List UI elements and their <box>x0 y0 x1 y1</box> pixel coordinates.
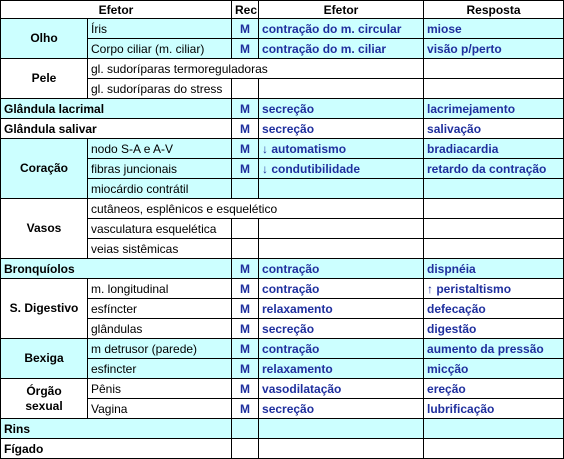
effect-cell <box>259 419 424 439</box>
response-cell: lubrificação <box>424 399 564 419</box>
table-row <box>1 119 564 139</box>
effect-cell: ↓ automatismo <box>259 139 424 159</box>
table-row <box>1 259 564 279</box>
effect-cell: secreção <box>259 319 424 339</box>
receptor-cell: M <box>232 139 259 159</box>
receptor-cell: M <box>232 39 259 59</box>
response-cell: dispnéia <box>424 259 564 279</box>
part-cell: Corpo ciliar (m. ciliar) <box>88 39 232 59</box>
part-cell: veias sistêmicas <box>88 239 232 259</box>
receptor-cell <box>232 439 259 459</box>
part-cell: m detrusor (parede) <box>88 339 232 359</box>
response-cell: defecação <box>424 299 564 319</box>
effect-cell: relaxamento <box>259 299 424 319</box>
response-cell: aumento da pressão <box>424 339 564 359</box>
response-cell <box>424 219 564 239</box>
part-cell: esfíncter <box>88 299 232 319</box>
organ-rins: Rins <box>1 419 232 439</box>
response-cell: ereção <box>424 379 564 399</box>
organ-pele: Pele <box>1 59 88 99</box>
part-cell: Vagina <box>88 399 232 419</box>
effect-cell: contração <box>259 279 424 299</box>
receptor-cell: M <box>232 319 259 339</box>
table-row <box>1 439 564 459</box>
effect-cell: ↓ condutibilidade <box>259 159 424 179</box>
part-cell: fibras juncionais <box>88 159 232 179</box>
response-cell: bradiacardia <box>424 139 564 159</box>
part-cell: glândulas <box>88 319 232 339</box>
organ-vasos: Vasos <box>1 199 88 259</box>
response-cell <box>424 199 564 219</box>
table-row <box>1 139 564 159</box>
header-row <box>1 1 564 19</box>
effect-cell: contração do m. ciliar <box>259 39 424 59</box>
effect-cell: secreção <box>259 399 424 419</box>
part-cell: esfincter <box>88 359 232 379</box>
receptor-cell <box>232 179 259 199</box>
response-cell <box>424 59 564 79</box>
part-cell: nodo S-A e A-V <box>88 139 232 159</box>
table-row <box>1 339 564 359</box>
receptor-cell: M <box>232 119 259 139</box>
effect-cell: vasodilatação <box>259 379 424 399</box>
response-cell: miose <box>424 19 564 39</box>
header-efetor: Efetor <box>1 1 232 19</box>
table-row <box>1 379 564 399</box>
effect-cell <box>259 239 424 259</box>
response-cell: ↑ peristaltismo <box>424 279 564 299</box>
receptor-cell: M <box>232 159 259 179</box>
organ-coracao: Coração <box>1 139 88 199</box>
receptor-cell <box>232 79 259 99</box>
response-cell: micção <box>424 359 564 379</box>
table-row <box>1 419 564 439</box>
effect-cell <box>259 179 424 199</box>
organ-label-line2: sexual <box>25 398 63 413</box>
part-cell: gl. sudoríparas termoreguladoras <box>88 59 424 79</box>
organ-sistema-digestivo: S. Digestivo <box>1 279 88 339</box>
effect-cell: secreção <box>259 119 424 139</box>
receptor-cell: M <box>232 399 259 419</box>
organ-glandula-lacrimal: Glândula lacrimal <box>1 99 232 119</box>
response-cell <box>424 179 564 199</box>
receptor-cell: M <box>232 259 259 279</box>
response-cell <box>424 79 564 99</box>
header-resposta: Resposta <box>424 1 564 19</box>
header-rec: Rec <box>232 1 259 19</box>
table-row <box>1 19 564 39</box>
part-cell: cutâneos, esplênicos e esquelético <box>88 199 424 219</box>
organ-bexiga: Bexiga <box>1 339 88 379</box>
effect-cell <box>259 439 424 459</box>
response-cell <box>424 439 564 459</box>
part-cell: Íris <box>88 19 232 39</box>
response-cell <box>424 239 564 259</box>
receptor-cell: M <box>232 99 259 119</box>
receptor-cell: M <box>232 299 259 319</box>
response-cell: salivação <box>424 119 564 139</box>
receptor-cell <box>232 239 259 259</box>
table-row <box>1 279 564 299</box>
part-cell: vasculatura esquelética <box>88 219 232 239</box>
organ-bronquiolos: Bronquíolos <box>1 259 232 279</box>
table-row <box>1 59 564 79</box>
part-cell: m. longitudinal <box>88 279 232 299</box>
effect-cell: contração <box>259 339 424 359</box>
effect-cell: relaxamento <box>259 359 424 379</box>
receptor-cell: M <box>232 379 259 399</box>
organ-orgao-sexual <box>1 379 88 419</box>
part-cell: gl. sudoríparas do stress <box>88 79 232 99</box>
organ-label-line1: Órgão <box>26 383 62 398</box>
receptor-cell: M <box>232 279 259 299</box>
effect-cell <box>259 79 424 99</box>
table-row <box>1 99 564 119</box>
response-cell: retardo da contração <box>424 159 564 179</box>
part-cell: miocárdio contrátil <box>88 179 232 199</box>
table-row <box>1 199 564 219</box>
header-efetor-response: Efetor <box>259 1 424 19</box>
effect-cell <box>259 219 424 239</box>
effect-cell: contração do m. circular <box>259 19 424 39</box>
organ-olho: Olho <box>1 19 88 59</box>
effect-cell: contração <box>259 259 424 279</box>
response-cell: digestão <box>424 319 564 339</box>
receptor-cell <box>232 419 259 439</box>
receptor-cell: M <box>232 359 259 379</box>
organ-glandula-salivar: Glândula salivar <box>1 119 232 139</box>
receptor-cell: M <box>232 339 259 359</box>
effect-cell: secreção <box>259 99 424 119</box>
receptor-cell: M <box>232 19 259 39</box>
receptor-cell <box>232 219 259 239</box>
part-cell: Pênis <box>88 379 232 399</box>
organ-figado: Fígado <box>1 439 232 459</box>
response-cell: lacrimejamento <box>424 99 564 119</box>
response-cell: visão p/perto <box>424 39 564 59</box>
response-cell <box>424 419 564 439</box>
